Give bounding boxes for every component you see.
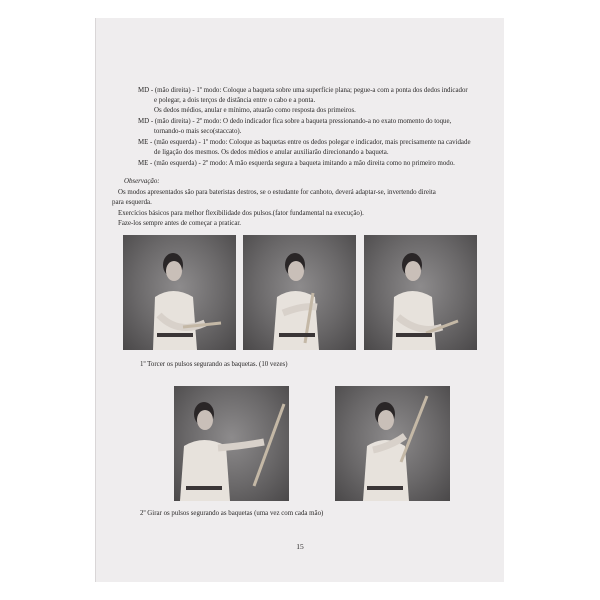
photo-wrist-twist-2: [243, 235, 356, 350]
text-line: Os modos apresentados são para bateristas destros, se o estudante for canhoto, deverá adaptar-se, invertendo direita: [118, 189, 436, 196]
caption-exercise-1: 1º Torcer os pulsos segurando as baquetas. (10 vezes): [140, 361, 288, 368]
text-line: MD - (mão direita) - 2º modo: O dedo indicador fica sobre a baqueta pressionando-a no exato momento do toque,: [138, 118, 452, 125]
text-line: tornando-o mais seco(staccato).: [154, 128, 242, 135]
photo-wrist-rotate-2: [335, 386, 450, 501]
text-line: MD - (mão direita) - 1º modo: Coloque a baqueta sobre uma superfície plana; pegue-a com a ponta dos dedos indicador: [138, 87, 468, 94]
observation-heading: Observação:: [124, 178, 160, 185]
drummer-figure: [243, 235, 356, 350]
text-line: Faze-los sempre antes de começar a praticar.: [118, 220, 242, 227]
text-line: e polegar, a dois terços de distância entre o cabo e a ponta.: [154, 97, 316, 104]
photo-wrist-rotate-1: [174, 386, 289, 501]
text-line: de ligação dos mesmos. Os dedos médios e anular auxiliarão direcionando a baqueta.: [154, 149, 389, 156]
drummer-figure: [174, 386, 289, 501]
text-line: para esquerda.: [112, 199, 152, 206]
photo-wrist-twist-3: [364, 235, 477, 350]
book-page: [96, 18, 504, 582]
photo-wrist-twist-1: [123, 235, 236, 350]
text-line: Exercícios básicos para melhor flexibilidade dos pulsos.(fator fundamental na execução).: [118, 210, 364, 217]
text-line: Os dedos médios, anular e mínimo, atuarão como resposta dos primeiros.: [154, 107, 356, 114]
drummer-figure: [335, 386, 450, 501]
text-line: ME - (mão esquerda) - 1º modo: Coloque as baquetas entre os dedos polegar e indicador, mais precisamente na cavidade: [138, 139, 471, 146]
drummer-figure: [364, 235, 477, 350]
drummer-figure: [123, 235, 236, 350]
caption-exercise-2: 2º Girar os pulsos segurando as baquetas (uma vez com cada mão): [140, 510, 324, 517]
text-line: ME - (mão esquerda) - 2º modo: A mão esquerda segura a baqueta imitando a mão direita como no primeiro modo.: [138, 160, 455, 167]
page-number: 15: [296, 542, 304, 551]
